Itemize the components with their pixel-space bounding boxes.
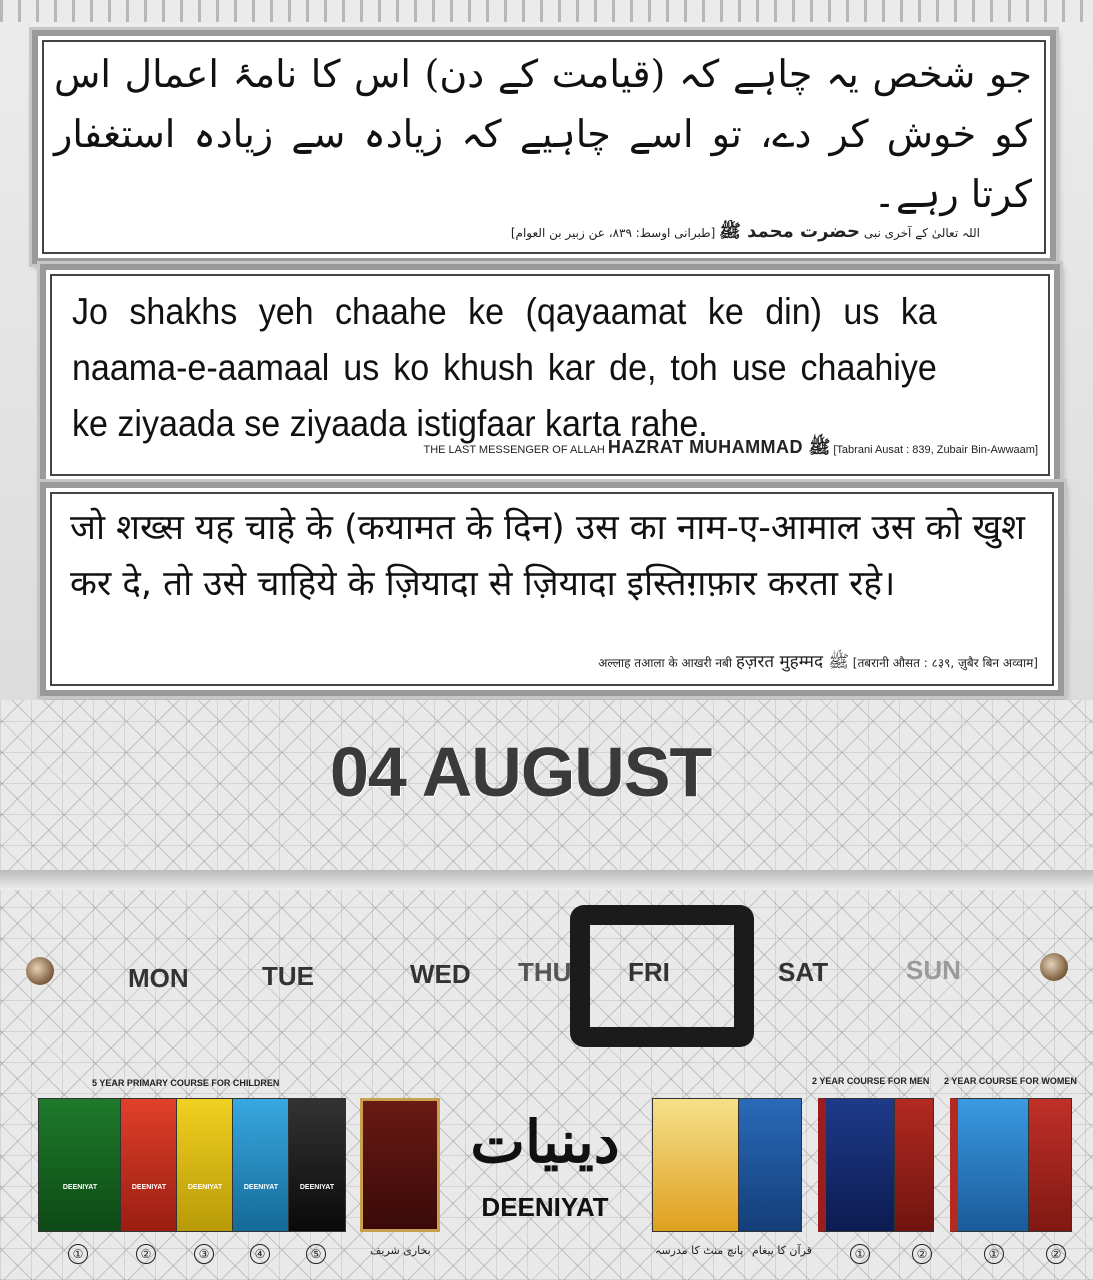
women-course-label: 2 YEAR COURSE FOR WOMEN — [944, 1076, 1077, 1086]
day-wed[interactable]: WED — [410, 959, 471, 989]
madrasa-label: پانچ منٹ کا مدرسہ — [655, 1244, 744, 1257]
roman-cite-ref: [Tabrani Ausat : 839, Zubair Bin-Awwaam] — [833, 444, 1038, 456]
men-book-number-2: ② — [912, 1244, 932, 1264]
day-sat[interactable]: SAT — [778, 957, 829, 987]
book-women-1 — [950, 1098, 1030, 1232]
book-green — [38, 1098, 122, 1232]
book-number-1: ① — [68, 1244, 88, 1264]
book-black — [288, 1098, 346, 1232]
book-women-2 — [1028, 1098, 1072, 1232]
book-title: DEENIYAT — [62, 1184, 98, 1191]
urdu-cite-name: حضرت محمد ﷺ — [719, 221, 860, 242]
urdu-cite-ref: [طبرانی اوسط: ۸۳۹، عن زبیر بن العوام] — [510, 226, 716, 240]
book-number-2: ② — [136, 1244, 156, 1264]
day-selector-slider[interactable] — [570, 905, 754, 1047]
roman-cite-name: HAZRAT MUHAMMAD ﷺ — [607, 437, 831, 457]
weekday-strip — [0, 955, 1093, 995]
roman-citation — [424, 436, 1039, 462]
quran-paigham-label: قرآن کا پیغام — [752, 1244, 812, 1257]
roman-hadith-card — [40, 264, 1060, 486]
roman-hadith-text: Jo shakhs yeh chaahe ke (qayaamat ke din) us ka naama-e-aamaal us ko khush kar de, toh use chaahiye ke ziyaada se ziyaada istigfaar karta rahe. — [72, 291, 937, 444]
children-course-label: 5 YEAR PRIMARY COURSE FOR CHILDREN — [92, 1078, 280, 1088]
day-mon[interactable]: MON — [128, 963, 189, 993]
book-title: DEENIYAT — [131, 1184, 167, 1191]
day-thu[interactable]: THU — [518, 957, 572, 987]
day-tue[interactable]: TUE — [262, 961, 314, 991]
page-flap-edge — [0, 870, 1093, 890]
book-blue — [232, 1098, 290, 1232]
roman-cite-prefix: THE LAST MESSENGER OF ALLAH — [423, 444, 605, 456]
spiral-binding — [0, 0, 1093, 22]
hindi-cite-prefix: अल्लाह तआला के आखरी नबी — [598, 656, 732, 670]
book-quran-paigham — [652, 1098, 740, 1232]
women-book-number-1: ① — [984, 1244, 1004, 1264]
deeniyat-logo-english: DEENIYAT — [481, 1192, 609, 1222]
day-sun[interactable]: SUN — [906, 955, 961, 985]
book-title: DEENIYAT — [187, 1184, 223, 1191]
deeniyat-logo-urdu: دینیات — [470, 1108, 620, 1176]
book-men-2 — [894, 1098, 934, 1232]
urdu-citation — [64, 220, 980, 246]
book-number-3: ③ — [194, 1244, 214, 1264]
book-title: DEENIYAT — [243, 1184, 279, 1191]
book-men-1 — [818, 1098, 896, 1232]
day-fri[interactable]: FRI — [628, 957, 670, 987]
urdu-hadith-text: جو شخص یہ چاہے کہ (قیامت کے دن) اس کا نامۂ اعمال اس کو خوش کر دے، تو اسے چاہیے کہ زیادہ سے زیادہ استغفار کرتا رہے۔ — [54, 52, 1032, 216]
book-number-4: ④ — [250, 1244, 270, 1264]
book-number-5: ⑤ — [306, 1244, 326, 1264]
women-book-number-2: ② — [1046, 1244, 1066, 1264]
bukhari-label: بخاری شریف — [370, 1244, 431, 1257]
book-title: DEENIYAT — [299, 1184, 335, 1191]
men-course-label: 2 YEAR COURSE FOR MEN — [812, 1076, 930, 1086]
date-heading: 04 AUGUST — [330, 733, 712, 811]
men-book-number-1: ① — [850, 1244, 870, 1264]
urdu-cite-prefix: اللہ تعالیٰ کے آخری نبی — [863, 226, 980, 240]
hindi-hadith-text: जो शख्स यह चाहे के (कयामत के दिन) उस का नाम-ए-आमाल उस को खुश कर दे, तो उसे चाहिये के ज़ियादा से ज़ियादा इस्तिग़फ़ार करता रहे। — [70, 508, 1025, 604]
hindi-citation — [598, 649, 1038, 676]
book-yellow — [176, 1098, 234, 1232]
book-madrasa — [738, 1098, 802, 1232]
hindi-cite-name: हज़रत मुहम्मद ﷺ — [735, 652, 849, 672]
urdu-hadith-card — [32, 30, 1056, 264]
book-bukhari — [360, 1098, 440, 1232]
hindi-hadith-card — [40, 482, 1064, 696]
book-red — [120, 1098, 178, 1232]
hindi-cite-ref: [तबरानी औसत : ८३९, ज़ुबैर बिन अव्वाम] — [852, 656, 1038, 670]
